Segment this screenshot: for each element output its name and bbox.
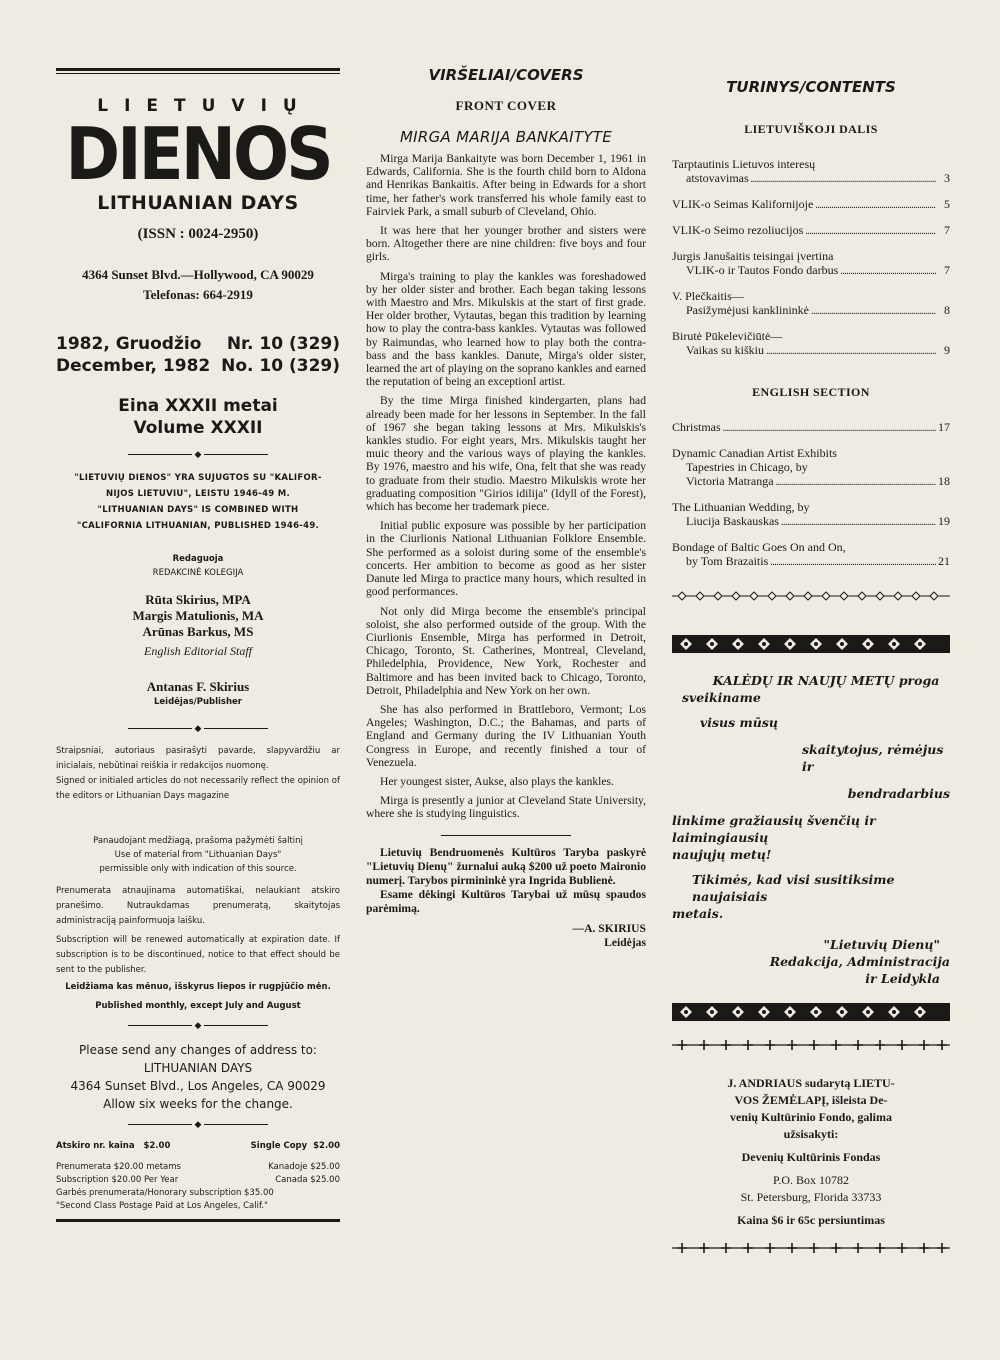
price-value: $2.00 (313, 1141, 340, 1151)
folk-pattern-band-bottom (672, 1003, 950, 1021)
ad-line: St. Petersburg, Florida 33733 (740, 1190, 882, 1204)
editor: Arūnas Barkus, MS (142, 624, 254, 639)
toc-item-title: VLIK-o Seimas Kalifornijoje (672, 197, 814, 211)
greeting-line: KALĖDŲ IR NAUJŲ METŲ proga (712, 673, 940, 688)
monthly-lt: Leidžiama kas mėnuo, išskyrus liepos ir rugpjūčio mėn. (65, 982, 331, 992)
issue-en-date: December, 1982 (56, 356, 211, 376)
greeting-line: sveikiname (682, 690, 761, 705)
masthead-title: DIENOS (65, 112, 331, 197)
issn: (ISSN : 0024-2950) (137, 226, 259, 242)
paragraph: Not only did Mirga become the ensemble's principal soloist, she also performed outside of the group. With the Ciurlionis Ensemble, Mirga has performed in Detroit, Chicago, Toronto, St. Catherines, Montreal, Cleveland, Philedelphia, Providence, New York, Rochester and Baltimore and has been invited back to Chicago, Toronto, Detroit, Philadelphia and New York on her own. (366, 604, 646, 697)
issue-en (56, 355, 340, 377)
use-en-1: Use of material from "Lithuanian Days" (114, 850, 282, 860)
change-line: 4364 Sunset Blvd., Los Angeles, CA 90029 (70, 1079, 326, 1093)
contents-column (672, 78, 950, 1260)
toc-item-page: 21 (938, 554, 950, 568)
toc-item-title-cont: Pasižymėjusi kanklininkė (686, 303, 809, 317)
masthead-subtitle: LITHUANIAN DAYS (97, 192, 299, 214)
toc-item-title-cont: atstovavimas (686, 171, 749, 185)
address-block (56, 265, 340, 305)
folk-pattern-band-top (672, 635, 950, 653)
toc-item-page: 9 (944, 343, 950, 357)
toc-item-title: Jurgis Janušaitis teisingai įvertina (672, 249, 834, 263)
issue-lt-date: 1982, Gruodžio (56, 334, 202, 354)
publisher-role: Leidėjas/Publisher (153, 697, 243, 707)
paragraph: It was here that her younger brother and sisters were born. Altogether there are nine children: five boys and four girls. (366, 224, 646, 264)
toc-item-title-cont: Tapestries in Chicago, by (686, 460, 808, 474)
price-list (56, 1161, 340, 1213)
paragraph: By the time Mirga finished kindergarten, plans had already been made for her lessons in September. In the fall of 1967 she began taking lessons at Mrs. Mikulskis's kankles studio. For eight years, Mrs. Mikulskis taught her muic theory and the various ways of playing the kankles. By 1976, maestro and his wife, Ona, felt that she was ready to graduate from their studio. Maestro Mikulskis wrote her graduating composition "Girios idilija" (Idyll of the Forest), which has become her trademark piece. (366, 394, 646, 514)
toc-item-title: The Lithuanian Wedding, by (672, 500, 810, 514)
ad-line: J. ANDRIAUS sudarytą LIETU- (727, 1076, 895, 1090)
ad-price: Kaina $6 ir 65c persiuntimas (737, 1213, 885, 1227)
ad-line: Devenių Kultūrinis Fondas (741, 1150, 881, 1164)
culture-council-note (366, 846, 646, 916)
divider-ornament: ◆ (128, 723, 268, 734)
toc-item[interactable] (672, 197, 950, 213)
ad-line: P.O. Box 10782 (772, 1173, 849, 1187)
toc-item-page: 7 (944, 223, 950, 237)
price-a: Prenumerata $20.00 metams (56, 1162, 181, 1172)
change-line: LITHUANIAN DAYS (143, 1061, 253, 1075)
paragraph: Esame dėkingi Kultūros Tarybai už mūsų spaudos parėmimą. (366, 887, 646, 915)
price-row (56, 1161, 340, 1174)
divider-rule (441, 835, 571, 836)
volume-lt: Eina XXXII metai (118, 396, 278, 416)
combined-en-1: "LITHUANIAN DAYS" IS COMBINED WITH (97, 505, 299, 515)
price-row (56, 1200, 340, 1213)
masthead-top: LIETUVIŲ (97, 96, 313, 116)
toc-item-page: 17 (938, 420, 950, 434)
toc-item-title-cont: Vaikas su kiškiu (686, 343, 764, 357)
bottom-rule (56, 1219, 340, 1222)
toc-item-title: Birutė Pūkelevičiūtė— (672, 329, 783, 343)
monthly-en: Published monthly, except July and August (95, 1001, 301, 1011)
toc-item-page: 18 (938, 474, 950, 488)
toc-item[interactable] (672, 223, 950, 239)
editors-list (56, 592, 340, 640)
volume-en: Volume XXXII (133, 418, 263, 438)
editorial-board: REDAKCINĖ KOLEGIJA (152, 568, 244, 578)
price-b: Kanadoje $25.00 (268, 1162, 340, 1172)
signed-note-lt: Straipsniai, autoriaus pasirašyti pavarde, slapyvardžiu ar inicialais, nebūtinai reiškia ir redakcijos nuomonę. (56, 746, 340, 771)
toc-item-title: V. Plečkaitis— (672, 289, 744, 303)
signature-role: Leidėjas (604, 935, 646, 949)
masthead-column (56, 68, 340, 1222)
greeting-signature: "Lietuvių Dienų" (823, 937, 940, 952)
map-advertisement (672, 1075, 950, 1229)
change-line: Please send any changes of address to: (79, 1043, 317, 1057)
toc-item[interactable] (672, 157, 950, 187)
paragraph: Lietuvių Bendruomenės Kultūros Taryba paskyrė "Lietuvių Dienų" žurnalui auką $200 už poeto Maironio numerį. Tarybos pirmininkė yra Ingrida Bublienė. (366, 845, 646, 887)
price-a: Garbės prenumerata/Honorary subscription $35.00 (56, 1188, 274, 1198)
greeting-line: skaitytojus, rėmėjus ir (802, 742, 944, 774)
single-copy-price (56, 1140, 340, 1153)
toc-item[interactable] (672, 420, 950, 436)
toc-item-title: Tarptautinis Lietuvos interesų (672, 157, 816, 171)
paragraph: Mirga's training to play the kankles was foreshadowed by her older sister and brother. Each began taking lessons with Maestro and Mrs. Mikulskis at the start of first grade. Her older brother, Vytautas, began this tradition by learning how to play the contra-bass kankles. Vytautas was followed by Raimundas, who learned how to play both the contra-bass and the bass kankles. Danute, Mirga's older sister, learned the art of playing on the soprano kankles and earned the reputation of being an exceptionl artist. (366, 269, 646, 389)
top-rule (56, 68, 340, 71)
greeting-line: visus mūsų (700, 715, 778, 730)
article-body (366, 152, 646, 821)
paragraph: Mirga Marija Bankaityte was born December 1, 1961 in Edwards, California. She is the fourth child born to Aldona and Henrikas Bankaitis. After being in Edwards for a short time, her father's work transferred his whole family east to Fairviek Park, a small suburb of Cleveland, Ohio. (366, 152, 646, 218)
combined-lt-2: NIJOS LIETUVIU", LEISTU 1946-49 M. (105, 489, 291, 499)
holiday-greeting (672, 672, 950, 987)
price-row (56, 1174, 340, 1187)
greeting-line: naujųjų metų! (672, 847, 772, 862)
editor: Rūta Skirius, MPA (145, 592, 251, 607)
ad-line: VOS ŽEMĖLAPĮ, išleista De- (734, 1093, 888, 1107)
divider-ornament: ◆ (128, 1020, 268, 1031)
en-contents-list (672, 420, 950, 570)
toc-item-title-cont: Victoria Matranga (686, 474, 774, 488)
greeting-signature: Redakcija, Administracija (769, 954, 950, 969)
greeting-signature: ir Leidykla (865, 971, 940, 986)
signed-note-en: Signed or initialed articles do not necessarily reflect the opinion of the editors or Lithuanian Days magazine (56, 776, 340, 801)
diamond-chain-ornament (672, 590, 950, 602)
address: 4364 Sunset Blvd.—Hollywood, CA 90029 (82, 267, 314, 282)
ad-line: užsisakyti: (783, 1127, 839, 1141)
top-rule-thin (56, 73, 340, 74)
toc-item[interactable] (672, 249, 950, 279)
cross-chain-ornament (672, 1038, 950, 1052)
toc-item-title: Bondage of Baltic Goes On and On, (672, 540, 846, 554)
redaguoja: Redaguoja (172, 554, 224, 564)
covers-column (366, 66, 646, 950)
lt-section-heading: LIETUVIŠKOJI DALIS (744, 122, 878, 136)
signature: —A. SKIRIUS (572, 921, 646, 935)
toc-item-page: 5 (944, 197, 950, 211)
toc-item-page: 3 (944, 171, 950, 185)
toc-item[interactable] (672, 289, 950, 319)
publisher-name: Antanas F. Skirius (146, 679, 250, 694)
ad-line: venių Kultūrinio Fondo, galima (729, 1110, 893, 1124)
use-lt: Panaudojant medžiagą, prašoma pažymėti šaltinį (93, 836, 303, 846)
issue-lt-number: Nr. 10 (329) (226, 334, 340, 354)
price-label: Atskiro nr. kaina (56, 1141, 135, 1151)
contents-title: TURINYS/CONTENTS (726, 78, 896, 96)
toc-item-title: Christmas (672, 420, 721, 434)
address-change (56, 1041, 340, 1113)
toc-item-page: 19 (938, 514, 950, 528)
issue-en-number: No. 10 (329) (221, 356, 340, 376)
combined-lt-1: "LIETUVIŲ DIENOS" YRA SUJUGTOS SU "KALIFOR- (74, 473, 322, 483)
price-b: Canada $25.00 (275, 1175, 340, 1185)
issue-lt (56, 333, 340, 355)
en-section-heading: ENGLISH SECTION (752, 385, 870, 399)
toc-item-title-cont: Liucija Baskauskas (686, 514, 779, 528)
price-a: Subscription $20.00 Per Year (56, 1175, 179, 1185)
toc-item-page: 7 (944, 263, 950, 277)
lt-contents-list (672, 157, 950, 359)
paragraph: Initial public exposure was possible by her participation in the Ciurlionis National Lithuanian Folklore Ensemble. She performed as a soloist during some of the ensemble's concerts. Her ambition to become as good as her sister Danute led Mirga to practice many hours, which resulted in good performances. (366, 519, 646, 599)
combined-en-2: "CALIFORNIA LITHUANIAN, PUBLISHED 1946-49. (76, 521, 320, 531)
editorial-staff: English Editorial Staff (143, 644, 252, 658)
section-title: VIRŠELIAI/COVERS (428, 66, 584, 84)
toc-item[interactable] (672, 540, 950, 570)
toc-item[interactable] (672, 500, 950, 530)
divider-ornament: ◆ (128, 449, 268, 460)
greeting-line: metais. (672, 906, 724, 921)
volume-block (56, 395, 340, 439)
paragraph: Her youngest sister, Aukse, also plays the kankles. (380, 774, 614, 788)
toc-item-title: Dynamic Canadian Artist Exhibits (672, 446, 837, 460)
subscription-lt: Prenumerata atnaujinama automatiškai, nelaukiant atskiro pranešimo. Nutraukdamas prenumeratą, skaitytojas administraciją painformuoja laišku. (56, 886, 340, 926)
divider-ornament: ◆ (128, 1119, 268, 1130)
phone: Telefonas: 664-2919 (143, 287, 253, 302)
greeting-line: Tikimės, kad visi susitiksime naujaisiais (692, 872, 895, 904)
toc-item-title: VLIK-o Seimo rezoliucijos (672, 223, 804, 237)
price-label: Single Copy (250, 1141, 308, 1151)
price-row (56, 1187, 340, 1200)
greeting-line: bendradarbius (847, 786, 950, 801)
toc-item[interactable] (672, 446, 950, 490)
price-value: $2.00 (143, 1141, 171, 1151)
article-subject: MIRGA MARIJA BANKAITYTE (399, 128, 613, 146)
toc-item-title-cont: by Tom Brazaitis (686, 554, 769, 568)
toc-item-page: 8 (944, 303, 950, 317)
toc-item[interactable] (672, 329, 950, 359)
combined-note (56, 470, 340, 534)
use-en-2: permissible only with indication of this source. (99, 864, 297, 874)
toc-item-title-cont: VLIK-o ir Tautos Fondo darbus (686, 263, 839, 277)
greeting-line: linkime gražiausių švenčių ir laimingiausių (672, 813, 876, 845)
paragraph: She has also performed in Brattleboro, Vermont; Los Angeles; Washington, D.C.; the Bahamas, and parts of England and Germany during the IV Lithuanian Youth Congress in Europe, and recently finished a tour of Venezuela. (366, 702, 646, 769)
change-line: Allow six weeks for the change. (103, 1097, 293, 1111)
cross-chain-ornament (672, 1241, 950, 1255)
paragraph: Mirga is presently a junior at Cleveland State University, where she is studying linguistics. (366, 794, 646, 821)
front-cover-heading: FRONT COVER (455, 98, 557, 113)
editor: Margis Matulionis, MA (132, 608, 264, 623)
price-a: "Second Class Postage Paid at Los Angeles, Calif." (56, 1201, 268, 1211)
subscription-en: Subscription will be renewed automatically at expiration date. If subscription is to be discontinued, notice to that effect should be sent to the publisher. (56, 935, 340, 975)
